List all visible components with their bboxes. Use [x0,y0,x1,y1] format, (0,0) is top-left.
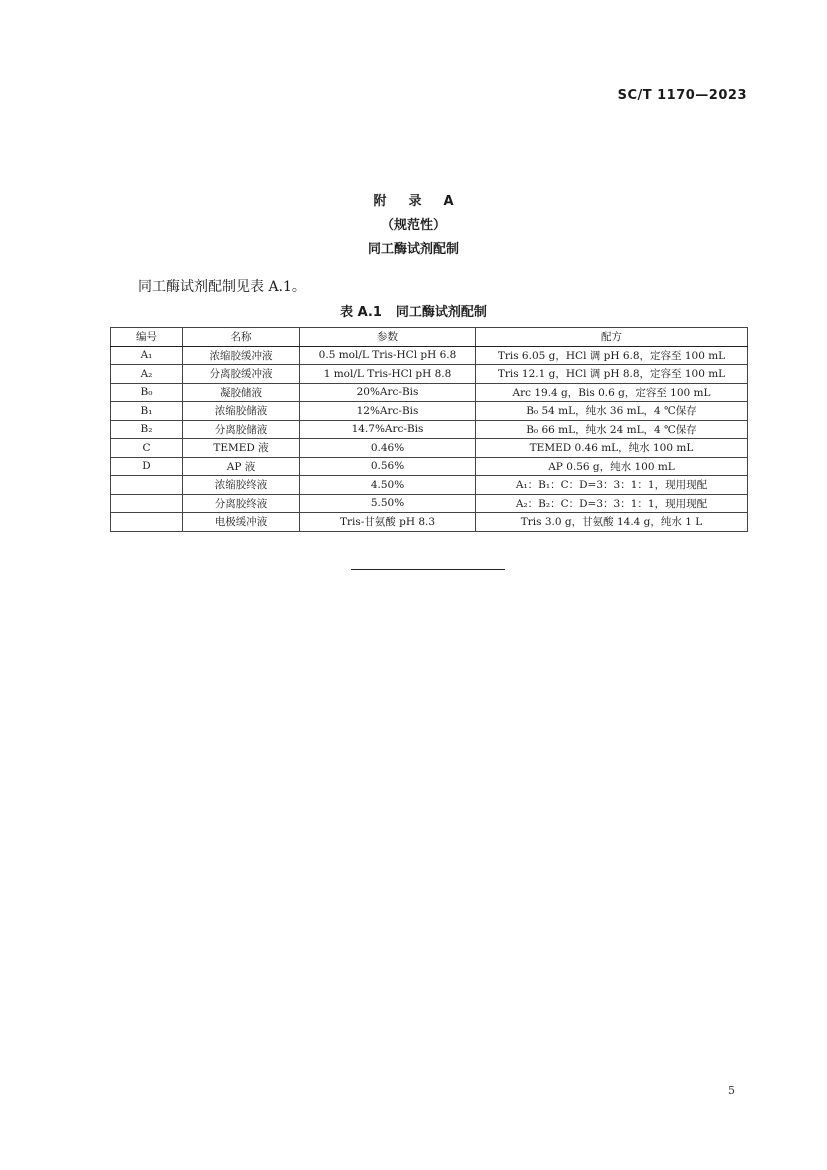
annex-type: （规范性） [380,218,446,233]
cell-parameter: 1 mol/L Tris-HCl pH 8.8 [300,365,476,384]
cell-code: B₀ [111,383,183,402]
reagent-table [110,327,748,532]
annex-label: 附 [373,194,387,209]
annex-letter: A [443,194,454,209]
table-row [111,420,748,439]
table-row [111,402,748,421]
cell-formula: Tris 6.05 g，HCl 调 pH 6.8，定容至 100 mL [476,346,748,365]
table-header-row [111,328,748,347]
cell-parameter: 20%Arc-Bis [300,383,476,402]
end-rule-divider [351,569,505,570]
cell-name: 电极缓冲液 [183,513,300,532]
cell-formula: Arc 19.4 g，Bis 0.6 g，定容至 100 mL [476,383,748,402]
cell-name: 分离胶储液 [183,420,300,439]
cell-code: B₁ [111,402,183,421]
cell-name: AP 液 [183,457,300,476]
cell-formula: TEMED 0.46 mL，纯水 100 mL [476,439,748,458]
cell-parameter: 14.7%Arc-Bis [300,420,476,439]
header-cell-name: 名称 [183,328,300,347]
table-row [111,365,748,384]
cell-parameter: 12%Arc-Bis [300,402,476,421]
table-row [111,383,748,402]
cell-parameter: 0.46% [300,439,476,458]
cell-name: 分离胶终液 [183,494,300,513]
table-row [111,346,748,365]
cell-name: 浓缩胶储液 [183,402,300,421]
cell-formula: A₁：B₁：C：D=3：3：1：1，现用现配 [476,476,748,495]
cell-formula: A₂：B₂：C：D=3：3：1：1，现用现配 [476,494,748,513]
cell-formula: Tris 3.0 g，甘氨酸 14.4 g，纯水 1 L [476,513,748,532]
cell-formula: Tris 12.1 g，HCl 调 pH 8.8，定容至 100 mL [476,365,748,384]
table-row [111,439,748,458]
table-caption-number: 表 A.1 [340,305,382,320]
cell-formula: B₀ 66 mL，纯水 24 mL，4 ℃保存 [476,420,748,439]
cell-code: B₂ [111,420,183,439]
cell-parameter: 0.56% [300,457,476,476]
cell-name: 凝胶储液 [183,383,300,402]
cell-name: TEMED 液 [183,439,300,458]
table-caption-title: 同工酶试剂配制 [395,305,487,320]
cell-code [111,476,183,495]
cell-parameter: 0.5 mol/L Tris-HCl pH 6.8 [300,346,476,365]
annex-label-2: 录 [408,194,422,209]
cell-name: 浓缩胶终液 [183,476,300,495]
annex-title: 同工酶试剂配制 [367,242,459,257]
cell-code: A₁ [111,346,183,365]
cell-parameter: 4.50% [300,476,476,495]
cell-formula: AP 0.56 g，纯水 100 mL [476,457,748,476]
cell-code: A₂ [111,365,183,384]
annex-heading [0,190,827,209]
table-row [111,476,748,495]
cell-parameter: 5.50% [300,494,476,513]
table-row [111,457,748,476]
cell-formula: B₀ 54 mL，纯水 36 mL，4 ℃保存 [476,402,748,421]
cell-code: C [111,439,183,458]
table-caption [0,301,827,320]
header-cell-code: 编号 [111,328,183,347]
cell-code [111,494,183,513]
page-number: 5 [728,1084,735,1097]
header-cell-formula: 配方 [476,328,748,347]
table-row [111,494,748,513]
standard-code: SC/T 1170—2023 [617,88,747,103]
cell-name: 分离胶缓冲液 [183,365,300,384]
cell-code [111,513,183,532]
cell-code: D [111,457,183,476]
cell-parameter: Tris-甘氨酸 pH 8.3 [300,513,476,532]
header-cell-parameter: 参数 [300,328,476,347]
intro-paragraph: 同工酶试剂配制见表 A.1。 [138,279,306,295]
cell-name: 浓缩胶缓冲液 [183,346,300,365]
table-row [111,513,748,532]
